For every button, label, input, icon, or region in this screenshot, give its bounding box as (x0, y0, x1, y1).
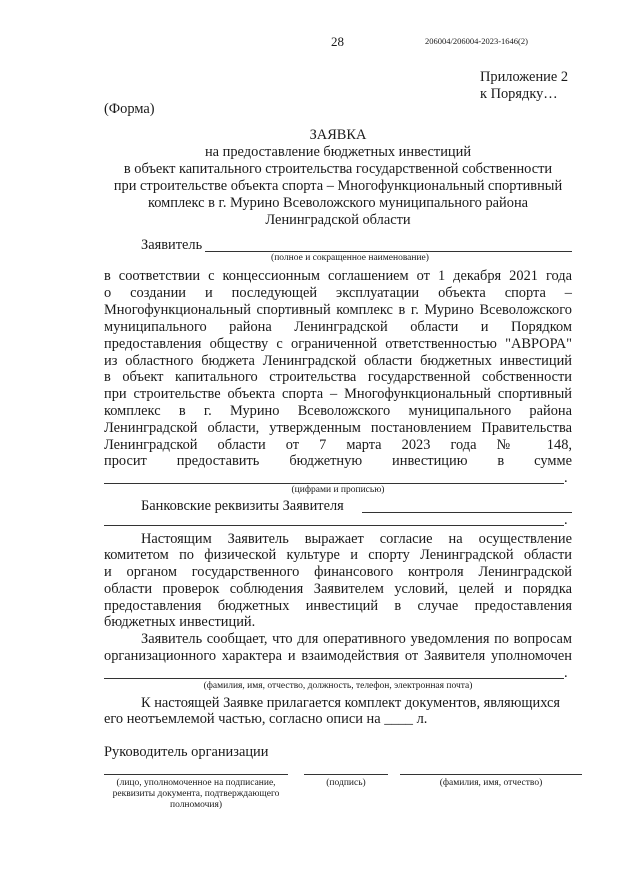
body-line: в объект капитального строительства государственной собственности (104, 369, 572, 385)
body-line: о создании и последующей эксплуатации объекта спорта – (104, 285, 572, 301)
contact-line: организационного характера и взаимодействия от Заявителя уполномочен (104, 648, 572, 664)
applicant-caption: (полное и сокращенное наименование) (271, 253, 429, 263)
consent-line: области проверок соблюдения Заявителем условий, целей и порядка (104, 581, 572, 597)
title-line: Ленинградской области (265, 212, 411, 228)
title-line: комплекс в г. Мурино Всеволожского муниципального района (147, 195, 529, 211)
contact-caption: (фамилия, имя, отчество, должность, телефон, электронная почта) (203, 681, 473, 691)
body-line: при строительстве объекта спорта – Многофункциональный спортивный (104, 386, 572, 402)
contact-end-dot: . (564, 665, 568, 681)
authorized-person-caption: (лицо, уполномоченное на подписание, (116, 778, 276, 788)
amount-end-dot: . (564, 470, 568, 486)
authorized-person-field[interactable] (104, 678, 564, 679)
document-title: ЗАЯВКА (309, 127, 367, 143)
body-line: из областного бюджета Ленинградской области бюджетных инвестиций (104, 353, 572, 369)
bank-end-dot: . (564, 512, 568, 528)
title-line: на предоставление бюджетных инвестиций (204, 144, 472, 160)
body-line: в соответствии с концессионным соглашением от 1 декабря 2021 года (104, 268, 572, 284)
attachment-line-2: его неотъемлемой частью, согласно описи на ____ л. (104, 711, 428, 727)
consent-line: предоставления бюджетных инвестиций в случае предоставления (104, 598, 572, 614)
contact-line: Заявитель сообщает, что для оперативного уведомления по вопросам (141, 631, 572, 647)
signature-caption: (подпись) (326, 778, 366, 788)
body-line: предоставления обществу с ограниченной ответственностью "АВРОРА" (104, 336, 572, 352)
full-name-caption: (фамилия, имя, отчество) (439, 778, 543, 788)
form-label: (Форма) (104, 101, 155, 117)
authorized-person-signature-line[interactable] (104, 774, 288, 775)
amount-field[interactable] (104, 483, 564, 484)
appendix-line-1: Приложение 2 (480, 69, 569, 85)
appendix-line-2: к Порядку… (480, 86, 558, 102)
document-code: 206004/206004-2023-1646(2) (425, 36, 528, 46)
consent-line: и органом государственного финансового контроля Ленинградской (104, 564, 572, 580)
title-line: при строительстве объекта спорта – Многофункциональный спортивный (113, 178, 563, 194)
applicant-label: Заявитель (141, 237, 203, 253)
consent-line: Настоящим Заявитель выражает согласие на осуществление (141, 531, 572, 547)
bank-details-field[interactable] (362, 512, 572, 513)
attachment-line-1: К настоящей Заявке прилагается комплект документов, являющихся (141, 695, 560, 711)
signature-line[interactable] (304, 774, 388, 775)
title-line: в объект капитального строительства государственной собственности (123, 161, 553, 177)
bank-details-field-2[interactable] (104, 525, 564, 526)
full-name-line[interactable] (400, 774, 582, 775)
authorized-person-caption: реквизиты документа, подтверждающего (112, 789, 280, 799)
body-line: Ленинградской области от 7 марта 2023 года № 148, (104, 437, 572, 453)
body-line: комплекс в г. Мурино Всеволожского муниципального района (104, 403, 572, 419)
applicant-name-field[interactable] (205, 251, 572, 252)
consent-line: бюджетных инвестиций. (104, 614, 256, 630)
page-number: 28 (331, 34, 344, 49)
body-line: муниципального района Ленинградской области и Порядком (104, 319, 572, 335)
body-line: просит предоставить бюджетную инвестицию в сумме (104, 453, 572, 469)
amount-caption: (цифрами и прописью) (291, 485, 385, 495)
body-line: Ленинградской области, утвержденным постановлением Правительства (104, 420, 572, 436)
bank-details-label: Банковские реквизиты Заявителя (141, 498, 344, 514)
authorized-person-caption: полномочия) (169, 800, 222, 810)
consent-line: комитетом по физической культуре и спорту Ленинградской области (104, 547, 572, 563)
head-of-organization-label: Руководитель организации (104, 744, 269, 760)
body-line: Многофункциональный спортивный комплекс в г. Мурино Всеволожского (104, 302, 572, 318)
